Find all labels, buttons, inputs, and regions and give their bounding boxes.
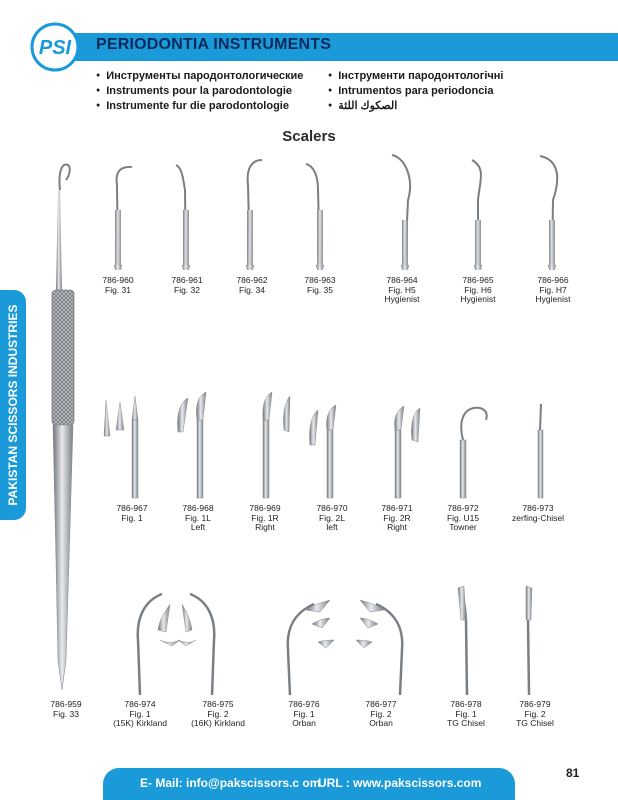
instrument-code: 786-973 (522, 503, 554, 513)
instrument-figure: Fig. U15 (446, 512, 480, 523)
instrument-label (217, 276, 287, 295)
instrument-code: 786-971 (381, 503, 413, 513)
side-tab-text: PAKISTAN SCISSORS INDUSTRIES (6, 304, 20, 506)
instrument-label (83, 276, 153, 295)
instrument-type: TG Chisel (447, 718, 485, 728)
instrument-label (443, 276, 513, 305)
instrument-code: 786-972 (447, 503, 479, 513)
instrument-code: 786-978 (450, 699, 482, 709)
instrument-row-1 (117, 155, 558, 265)
instrument-figure: Fig. 2 (207, 708, 229, 719)
language-item: ● Instruments pour la parodontologie (96, 83, 303, 98)
instrument-code: 786-977 (365, 699, 397, 709)
instrument-label (428, 504, 498, 533)
instrument-code: 786-967 (116, 503, 148, 513)
page-number: 81 (566, 766, 580, 780)
instrument-type: Hygienist (535, 294, 571, 304)
instrument-label (518, 276, 588, 305)
instrument-type: Orban (369, 718, 393, 728)
instrument-code: 786-965 (462, 275, 494, 285)
instrument-label (297, 504, 367, 533)
footer-url[interactable]: URL : www.pakscissors.com (318, 776, 482, 790)
instrument-type: Right (255, 522, 275, 532)
instrument-figure: Fig. 1R (251, 512, 279, 523)
instrument-figure: Fig. 2 (524, 708, 546, 719)
instrument-figure: Fig. H5 (388, 284, 416, 295)
instrument-label (269, 700, 339, 729)
instrument-type: TG Chisel (516, 718, 554, 728)
instrument-figure: Fig. 2R (383, 512, 411, 523)
instrument-code: 786-976 (288, 699, 320, 709)
page-title: PERIODONTIA INSTRUMENTS (96, 36, 332, 53)
instrument-label (97, 504, 167, 523)
instrument-label (431, 700, 501, 729)
instrument-code: 786-964 (386, 275, 418, 285)
instrument-type: Towner (449, 522, 477, 532)
instrument-figure: Fig. 33 (53, 708, 79, 719)
instrument-figure: Fig. 1 (293, 708, 315, 719)
instrument-figure: Fig. H7 (539, 284, 567, 295)
instrument-786-959 (52, 164, 74, 690)
instrument-code: 786-963 (304, 275, 336, 285)
instrument-type: Right (387, 522, 407, 532)
instrument-label (152, 276, 222, 295)
instrument-label (105, 700, 175, 729)
language-item: ● Intrumentos para periodoncia (328, 83, 503, 98)
instrument-label (500, 700, 570, 729)
instrument-type: (16K) Kirkland (191, 718, 245, 728)
instrument-type: Orban (292, 718, 316, 728)
instrument-type: (15K) Kirkland (113, 718, 167, 728)
instrument-type: Hygienist (460, 294, 496, 304)
instrument-code: 786-969 (249, 503, 281, 513)
instrument-label (367, 276, 437, 305)
instrument-type: Hygienist (384, 294, 420, 304)
language-item: ● الصكوك اللثة (328, 98, 503, 113)
instrument-label (346, 700, 416, 729)
instrument-label (163, 504, 233, 533)
instrument-figure: zerfing-Chisel (512, 512, 564, 523)
instrument-figure: Fig. 35 (307, 284, 333, 295)
footer-email[interactable]: E- Mail: info@pakscissors.c om (140, 776, 321, 790)
instrument-label (362, 504, 432, 533)
instrument-code: 786-975 (202, 699, 234, 709)
language-item: ● Інструменти пародонтологічні (328, 68, 503, 83)
section-title: Scalers (282, 128, 336, 145)
instrument-code: 786-962 (236, 275, 268, 285)
instrument-label (183, 700, 253, 729)
instrument-figure: Fig. 31 (105, 284, 131, 295)
instrument-figure: Fig. 32 (174, 284, 200, 295)
instrument-label (230, 504, 300, 533)
instrument-code: 786-961 (171, 275, 203, 285)
language-item: ● Инструменты пародонтологические (96, 68, 303, 83)
instrument-label (31, 700, 101, 719)
instrument-type: left (326, 522, 338, 532)
instrument-label (503, 504, 573, 523)
logo-text: PSI (38, 37, 72, 59)
instrument-figure: Fig. 2L (319, 512, 345, 523)
instrument-figure: Fig. H6 (464, 284, 492, 295)
instrument-figure: Fig. 1L (185, 512, 211, 523)
instrument-figure: Fig. 1 (455, 708, 477, 719)
instrument-code: 786-970 (316, 503, 348, 513)
instrument-code: 786-979 (519, 699, 551, 709)
instrument-label (285, 276, 355, 295)
instrument-row-1-shanks (114, 210, 556, 270)
instrument-row-3 (138, 588, 529, 695)
instrument-figure: Fig. 1 (129, 708, 151, 719)
instrument-type: Left (190, 522, 206, 532)
instrument-figure: Fig. 34 (239, 284, 265, 295)
instrument-code: 786-959 (50, 699, 82, 709)
instrument-code: 786-974 (124, 699, 156, 709)
instrument-code: 786-960 (102, 275, 134, 285)
language-item: ● Instrumente fur die parodontologie (96, 98, 303, 113)
instrument-figure: Fig. 1 (121, 512, 143, 523)
instrument-towner-tip (461, 404, 541, 440)
instrument-code: 786-966 (537, 275, 569, 285)
instrument-code: 786-968 (182, 503, 214, 513)
instrument-figure: Fig. 2 (370, 708, 392, 719)
